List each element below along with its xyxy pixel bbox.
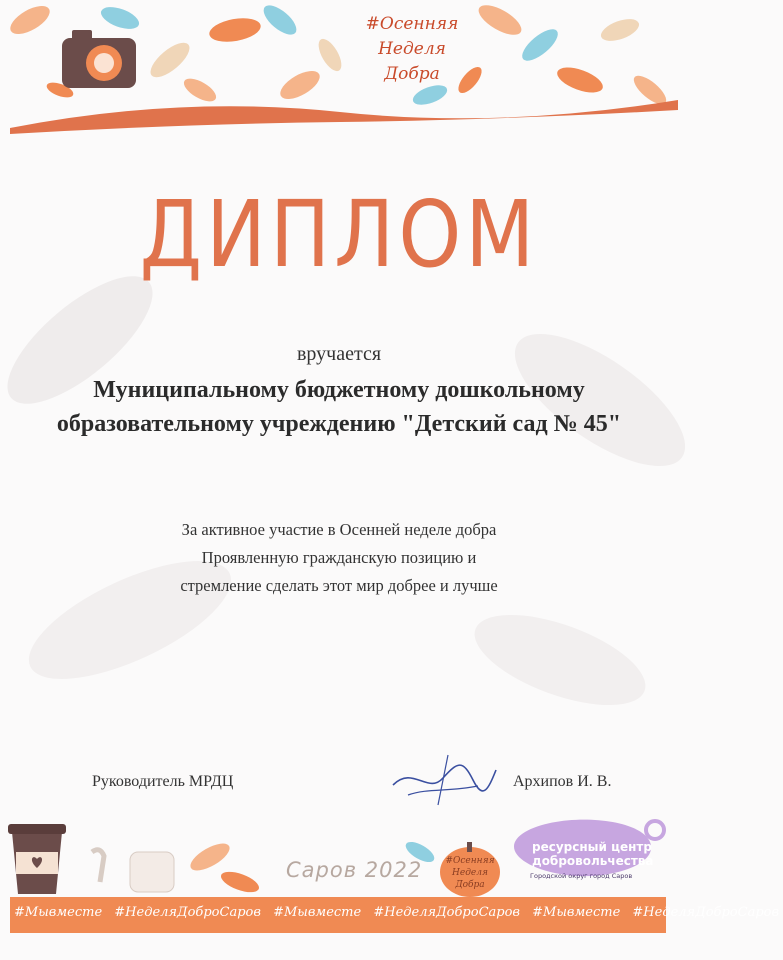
rc-line: ресурсный центр — [532, 840, 652, 854]
rc-line: Городской округ город Саров — [530, 872, 633, 880]
handwritten-signature — [388, 750, 498, 810]
coffee-cup-icon — [8, 824, 66, 894]
hashtag: #Мывместе — [14, 905, 103, 920]
reason-line: Проявленную гражданскую позицию и — [201, 548, 477, 567]
header-decoration — [0, 0, 678, 140]
logo-line: #Осенняя — [365, 14, 459, 34]
recipient-line: Муниципальному бюджетному дошкольному — [93, 377, 585, 403]
reason-line: За активное участие в Осенней неделе добра — [181, 520, 497, 539]
hashtag: #НеделяДоброСаров — [632, 905, 780, 920]
award-reason — [60, 516, 618, 600]
autumn-week-logo-small — [436, 842, 504, 898]
rc-line: добровольчества — [532, 854, 654, 868]
recipient-name — [40, 373, 638, 441]
hashtag: #НеделяДоброСаров — [114, 905, 261, 920]
logo-line: Добра — [384, 64, 440, 84]
signatory-role: Руководитель МРДЦ — [92, 773, 234, 790]
autumn-week-logo — [352, 6, 472, 106]
hashtag: #Мывместе — [532, 905, 621, 920]
small-logo-line: Неделя — [452, 868, 488, 878]
city-year: Саров 2022 — [286, 858, 423, 882]
diploma-title: ДИПЛОМ — [139, 181, 539, 288]
earbuds-icon — [92, 850, 174, 892]
signatory-name: Архипов И. В. — [513, 773, 612, 790]
small-logo-line: Добра — [455, 880, 485, 890]
recipient-line: образовательному учреждению "Детский сад № 45" — [56, 411, 622, 437]
hashtag: #НеделяДоброСаров — [373, 905, 520, 920]
resource-center-logo — [514, 822, 664, 892]
hashtag-row — [10, 905, 780, 920]
small-logo-line: #Осенняя — [445, 856, 495, 866]
hashtag: #Мывместе — [273, 905, 362, 920]
camera-icon — [62, 30, 136, 88]
logo-line: Неделя — [378, 39, 446, 59]
reason-line: стремление сделать этот мир добрее и лучше — [180, 576, 498, 595]
awarded-to-label: вручается — [296, 343, 382, 365]
